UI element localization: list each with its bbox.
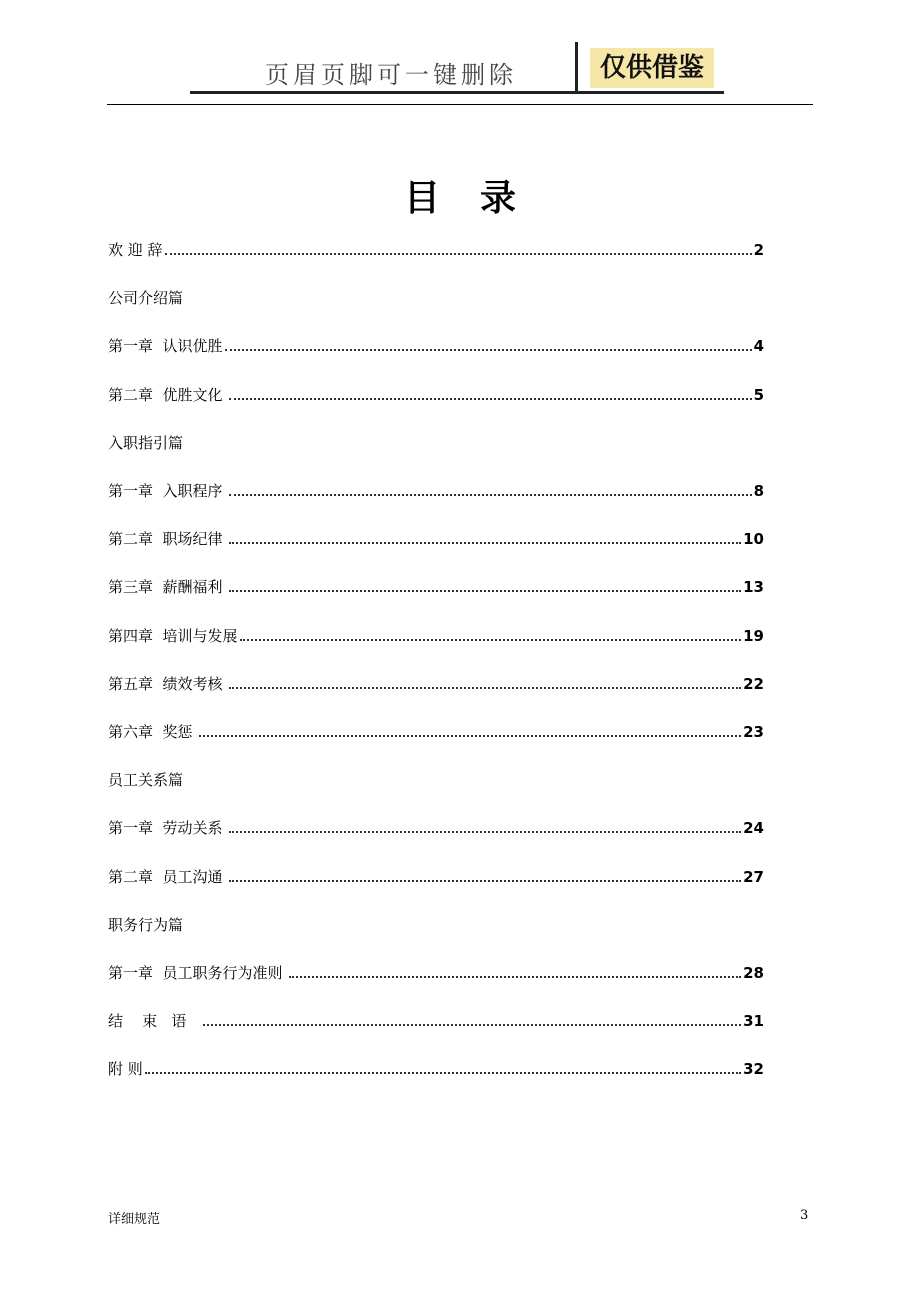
toc-entry	[108, 569, 764, 597]
toc-section-heading	[108, 280, 764, 308]
toc-entry	[108, 377, 764, 405]
toc-leader-dots	[199, 734, 741, 737]
toc-entry-label: 第一章 员工职务行为准则	[108, 964, 288, 982]
toc-entry	[108, 618, 764, 646]
header-rule	[107, 104, 813, 105]
toc-leader-dots	[229, 397, 751, 400]
toc-page-number: 4	[753, 337, 764, 356]
toc-entry	[108, 1051, 764, 1079]
toc-entry-label: 结 束 语	[108, 1012, 201, 1031]
toc-entry	[108, 232, 764, 260]
toc-entry-label: 第一章 入职程序	[108, 482, 228, 500]
toc-entry-label: 第一章 认识优胜	[108, 337, 223, 356]
toc-entry	[108, 714, 764, 742]
toc-entry-label: 附 则	[108, 1060, 143, 1079]
toc-section-heading	[108, 425, 764, 453]
toc-page-number: 23	[743, 723, 764, 741]
page-title: 目录	[403, 178, 556, 219]
toc-page-number: 10	[743, 530, 764, 549]
toc-entry-label: 员工关系篇	[108, 771, 184, 790]
toc-leader-dots	[229, 830, 741, 833]
toc-entry-label: 公司介绍篇	[108, 289, 184, 308]
toc-entry-label: 第二章 员工沟通	[108, 867, 228, 886]
toc-section-heading	[108, 762, 764, 790]
header-divider	[575, 42, 578, 92]
toc-entry	[108, 328, 764, 356]
toc-leader-dots	[229, 589, 741, 592]
toc-page-number: 28	[743, 964, 764, 982]
toc-entry-label: 第二章 职场纪律	[108, 530, 228, 549]
toc-leader-dots	[203, 1023, 741, 1026]
toc-entry-label: 第二章 优胜文化	[108, 385, 228, 404]
toc-entry-label: 第六章 奖惩	[108, 723, 198, 741]
toc-leader-dots	[225, 348, 752, 351]
footer-label: 详细规范	[108, 1212, 161, 1227]
toc-entry-label: 第五章 绩效考核	[108, 674, 228, 693]
toc-leader-dots	[240, 638, 742, 641]
toc-entry	[108, 473, 764, 501]
toc-entry	[108, 1003, 764, 1031]
toc-entry-label: 第四章 培训与发展	[108, 626, 238, 645]
toc-entry-label: 入职指引篇	[108, 433, 184, 452]
toc-leader-dots	[289, 975, 741, 978]
footer-page-number: 3	[800, 1208, 809, 1223]
toc-page-number: 32	[743, 1060, 764, 1079]
toc-entry	[108, 666, 764, 694]
toc-entry	[108, 810, 764, 838]
toc-page-number: 31	[743, 1012, 764, 1031]
toc-section-heading	[108, 907, 764, 935]
toc-page-number: 22	[743, 674, 764, 693]
toc-leader-dots	[165, 252, 752, 255]
toc-page-number: 19	[743, 626, 764, 645]
toc-entry	[108, 521, 764, 549]
toc-leader-dots	[145, 1071, 741, 1074]
header-stamp: 仅供借鉴	[590, 48, 714, 88]
toc-entry	[108, 955, 764, 983]
toc-page-number: 13	[743, 578, 764, 597]
toc-entry-label: 欢 迎 辞	[108, 241, 163, 259]
toc-leader-dots	[229, 879, 741, 882]
toc-entry-label: 第三章 薪酬福利	[108, 578, 228, 597]
toc-leader-dots	[229, 493, 751, 496]
toc-entry-label: 职务行为篇	[108, 915, 184, 934]
toc-entry	[108, 859, 764, 887]
toc-page-number: 8	[753, 482, 764, 500]
header-note: 页眉页脚可一键删除	[265, 61, 517, 89]
toc-page-number: 2	[753, 241, 764, 259]
toc-page-number: 5	[753, 385, 764, 404]
toc-leader-dots	[229, 686, 741, 689]
toc-page-number: 24	[743, 819, 764, 838]
toc-leader-dots	[229, 541, 741, 544]
toc-entry-label: 第一章 劳动关系	[108, 819, 228, 838]
toc-page-number: 27	[743, 867, 764, 886]
header-underline	[190, 91, 724, 94]
